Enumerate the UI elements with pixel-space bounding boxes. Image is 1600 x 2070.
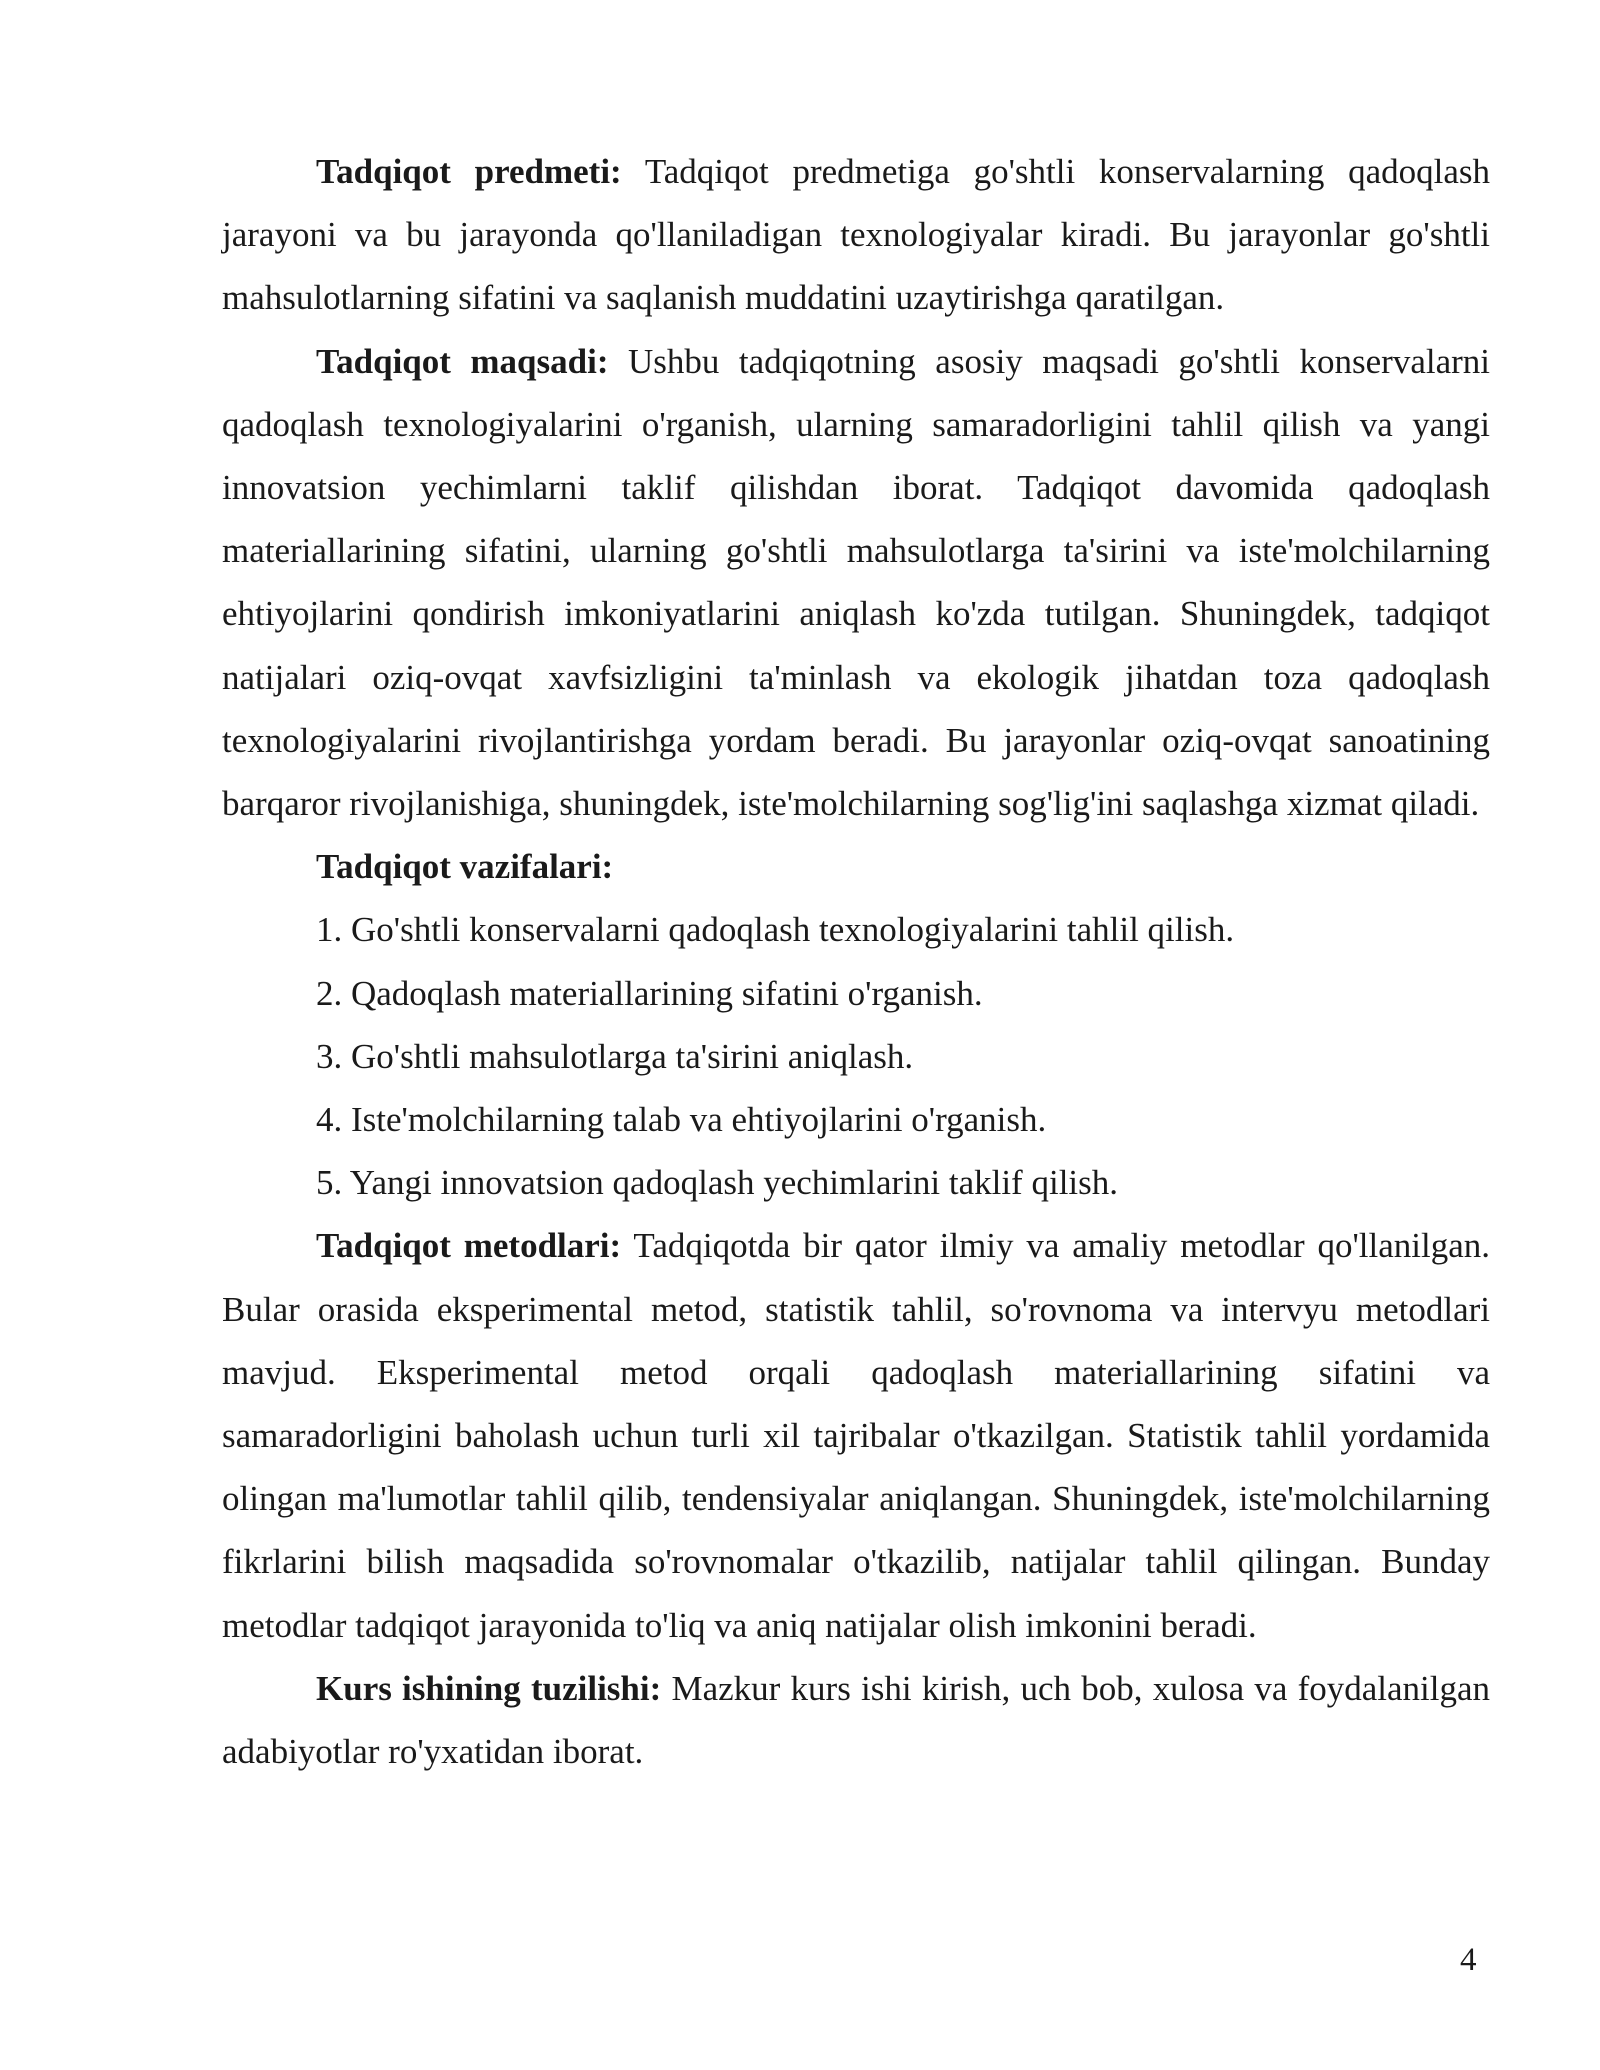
task-list — [222, 898, 1490, 1214]
list-item: 3. Go'shtli mahsulotlarga ta'sirini aniqlash. — [316, 1036, 914, 1076]
paragraph-tuzilish — [222, 1657, 1490, 1783]
paragraph-predmet — [222, 140, 1490, 330]
list-item: 5. Yangi innovatsion qadoqlash yechimlarini taklif qilish. — [316, 1163, 1119, 1203]
heading-tuzilish: Kurs ishining tuzilishi: — [316, 1668, 662, 1708]
text-metodlar: Tadqiqotda bir qator ilmiy va amaliy metodlar qo'llanilgan. Bular orasida eksperimental metod, statistik tahlil, so'rovnoma va intervyu metodlari mavjud. Eksperimental metod orqali qadoqlash materiallarining sifatini va samaradorligini baholash uchun turli xil tajribalar o'tkazilgan. Statistik tahlil yordamida olingan ma'lumotlar tahlil qilib, tendensiyalar aniqlangan. Shuningdek, iste'molchilarning fikrlarini bilish maqsadida so'rovnomalar o'tkazilib, natijalar tahlil qilingan. Bunday metodlar tadqiqot jarayonida to'liq va aniq natijalar olish imkonini beradi. — [222, 1226, 1491, 1645]
text-tuzilish: Mazkur kurs ishi kirish, uch bob, xulosa va foydalanilgan adabiyotlar ro'yxatidan iborat. — [222, 1668, 1491, 1772]
paragraph-maqsad — [222, 330, 1490, 836]
list-item: 1. Go'shtli konservalarni qadoqlash texnologiyalarini tahlil qilish. — [316, 910, 1235, 950]
text-maqsad: Ushbu tadqiqotning asosiy maqsadi go'shtli konservalarni qadoqlash texnologiyalarini o'rganish, ularning samaradorligini tahlil qilish va yangi innovatsion yechimlarni taklif qilishdan iborat. Tadqiqot davomida qadoqlash materiallarining sifatini, ularning go'shtli mahsulotlarga ta'sirini va iste'molchilarning ehtiyojlarini qondirish imkoniyatlarini aniqlash ko'zda tutilgan. Shuningdek, tadqiqot natijalari oziq-ovqat xavfsizligini ta'minlash va ekologik jihatdan toza qadoqlash texnologiyalarini rivojlantirishga yordam beradi. Bu jarayonlar oziq-ovqat sanoatining barqaror rivojlanishiga, shuningdek, iste'molchilarning sog'lig'ini saqlashga xizmat qiladi. — [222, 341, 1490, 824]
list-item: 4. Iste'molchilarning talab va ehtiyojlarini o'rganish. — [316, 1100, 1047, 1140]
heading-maqsad: Tadqiqot maqsadi: — [316, 341, 609, 381]
paragraph-metodlar — [222, 1214, 1490, 1656]
text-predmet: Tadqiqot predmetiga go'shtli konservalarning qadoqlash jarayoni va bu jarayonda qo'llaniladigan texnologiyalar kiradi. Bu jarayonlar go'shtli mahsulotlarning sifatini va saqlanish muddatini uzaytirishga qaratilgan. — [222, 152, 1491, 318]
heading-predmet: Tadqiqot predmeti: — [316, 152, 622, 191]
list-item: 2. Qadoqlash materiallarining sifatini o'rganish. — [316, 973, 983, 1013]
heading-vazifalar: Tadqiqot vazifalari: — [316, 847, 614, 887]
page-number: 4 — [1460, 1942, 1477, 1978]
heading-metodlar: Tadqiqot metodlari: — [316, 1226, 622, 1266]
document-body — [222, 140, 1490, 1783]
